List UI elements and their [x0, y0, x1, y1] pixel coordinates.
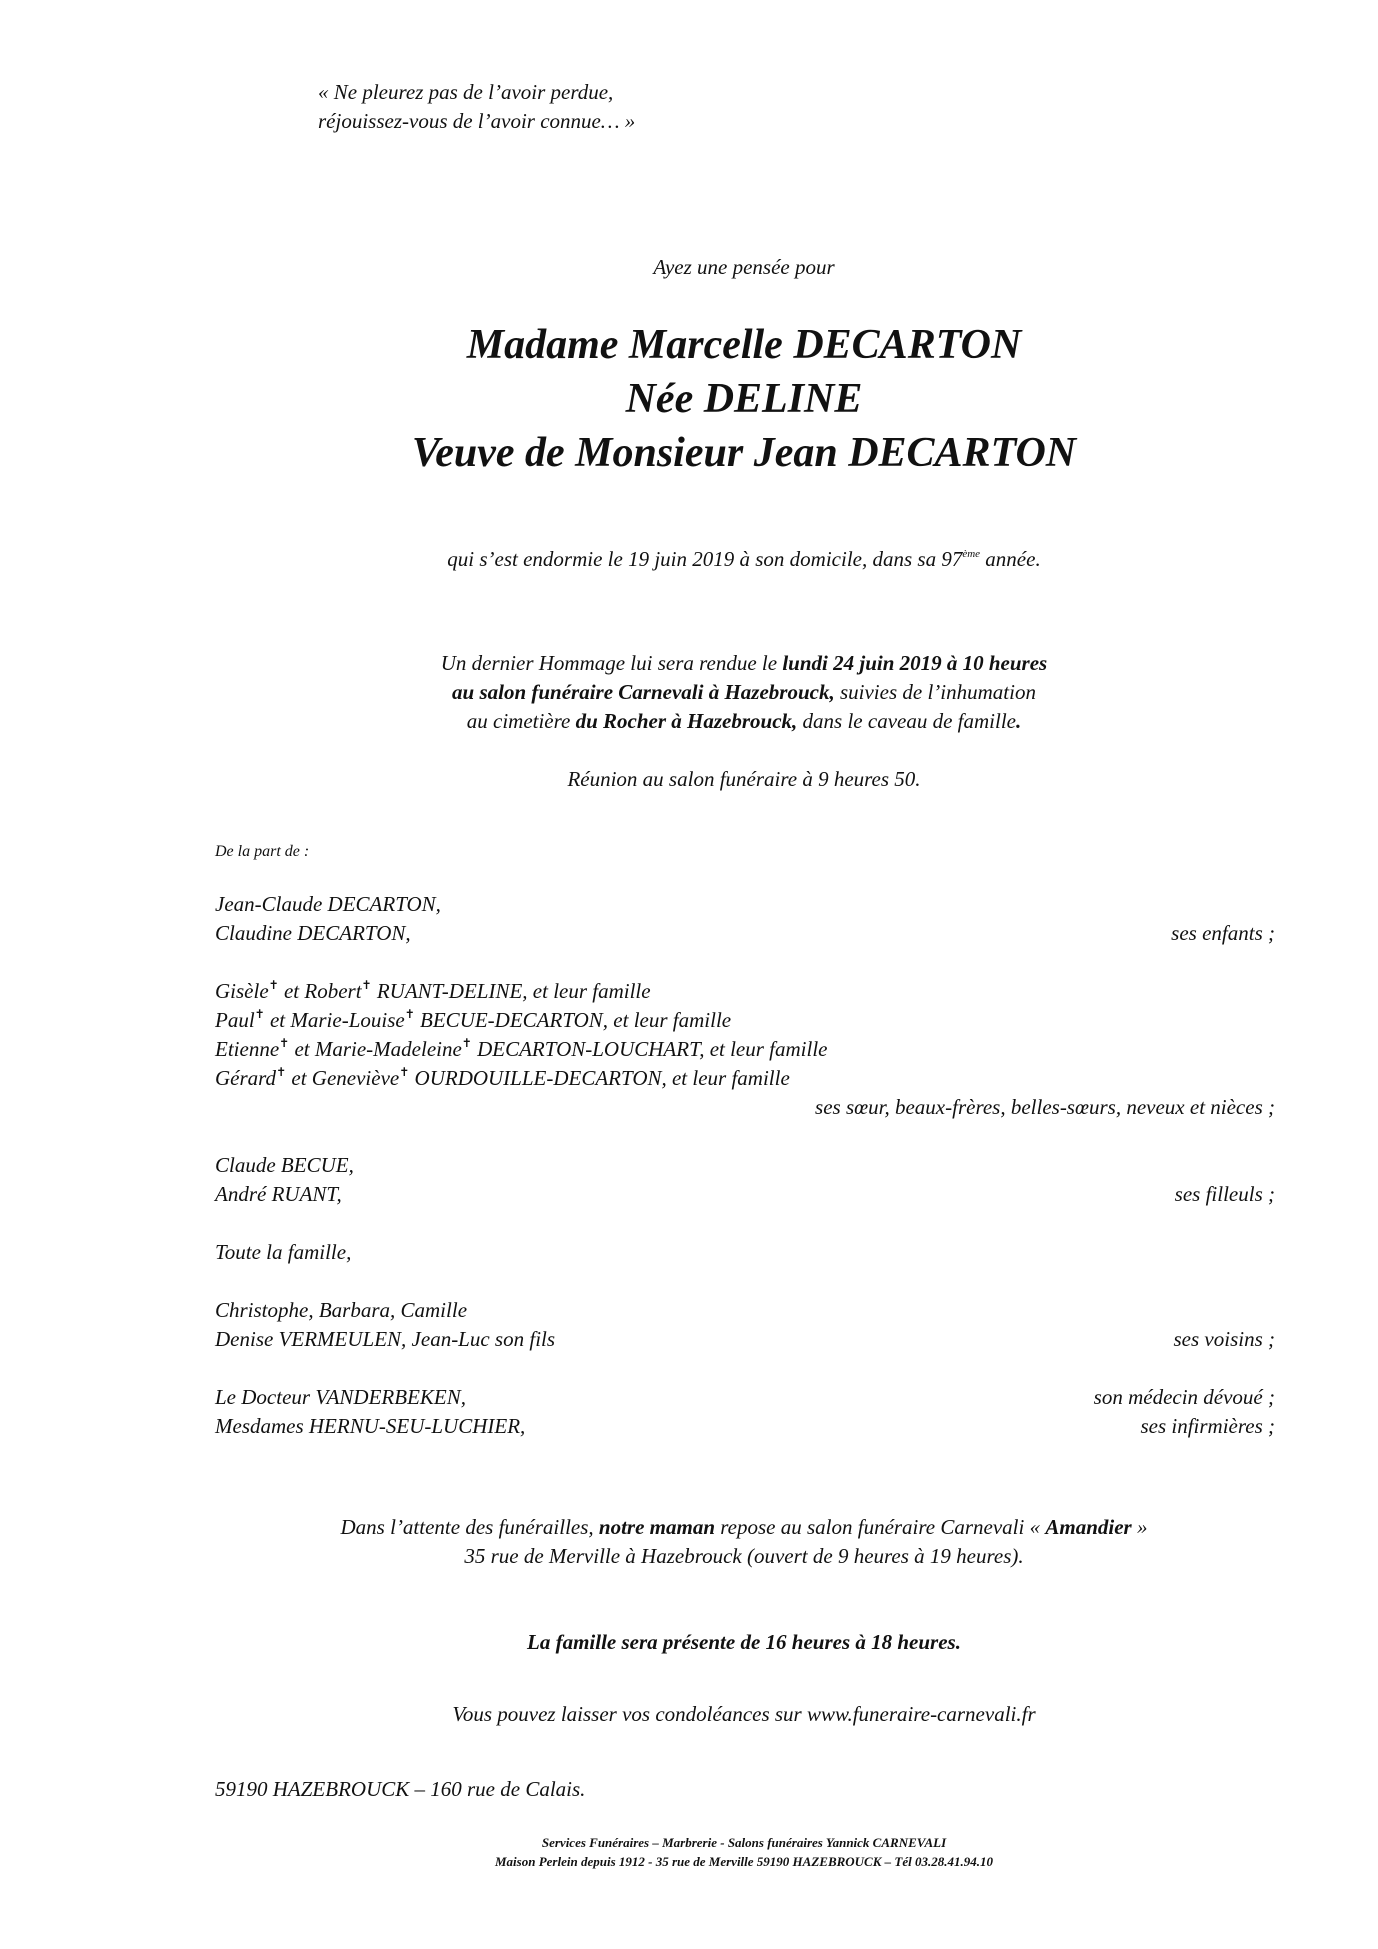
footer-line-1: Services Funéraires – Marbrerie - Salons funéraires Yannick CARNEVALI — [541, 1835, 947, 1850]
ceremony-line-1 — [180, 649, 1308, 678]
family-member: Claude BECUE, — [215, 1153, 354, 1177]
death-text-end: année. — [980, 547, 1041, 571]
deceased-maiden-name: Née DELINE — [625, 376, 863, 422]
deceased-cross-icon: ✝ — [404, 1007, 415, 1021]
nurses-name: Mesdames HERNU-SEU-LUCHIER, — [215, 1414, 526, 1438]
resting-line-1: Dans l’attente des funérailles, notre maman repose au salon funéraire Carnevali « Amandier » — [340, 1515, 1148, 1539]
deceased-cross-icon: ✝ — [361, 978, 372, 992]
ceremony-text: suivies de l’inhumation — [834, 680, 1036, 704]
ceremony-period: . — [1015, 709, 1022, 733]
deceased-widow-of: Veuve de Monsieur Jean DECARTON — [411, 430, 1077, 476]
family-member: Gérard✝ et Geneviève✝ OURDOUILLE-DECARTON, et leur famille — [215, 1065, 790, 1090]
address: 59190 HAZEBROUCK – 160 rue de Calais. — [215, 1777, 586, 1801]
godchildren-relation: ses filleuls ; — [1174, 1182, 1275, 1206]
from-label: De la part de : — [215, 843, 310, 860]
family-member: Paul✝ et Marie-Louise✝ BECUE-DECARTON, et leur famille — [215, 1007, 732, 1032]
family-member: Jean-Claude DECARTON, — [215, 892, 441, 916]
doctor-relation: son médecin dévoué ; — [1093, 1385, 1275, 1409]
meeting-time: Réunion au salon funéraire à 9 heures 50. — [567, 767, 921, 791]
family-member: André RUANT, — [215, 1182, 342, 1206]
neighbours-relation: ses voisins ; — [1173, 1327, 1275, 1351]
deceased-block — [180, 318, 1308, 480]
ceremony-line-3 — [180, 707, 1308, 736]
family-member: Gisèle✝ et Robert✝ RUANT-DELINE, et leur famille — [215, 978, 651, 1003]
quote-line-1: « Ne pleurez pas de l’avoir perdue, — [318, 80, 614, 104]
family-member: Denise VERMEULEN, Jean-Luc son fils — [215, 1327, 556, 1351]
ceremony-text: au cimetière — [466, 709, 576, 733]
ceremony-date: lundi 24 juin 2019 à 10 heures — [782, 651, 1048, 675]
all-family: Toute la famille, — [215, 1240, 352, 1264]
family-member: Claudine DECARTON, — [215, 921, 411, 945]
resting-line-2: 35 rue de Merville à Hazebrouck (ouvert de 9 heures à 19 heures). — [464, 1544, 1024, 1568]
notre-maman: notre maman — [598, 1515, 716, 1539]
siblings-relation: ses sœur, beaux-frères, belles-sœurs, neveux et nièces ; — [815, 1095, 1275, 1119]
intro-text: Ayez une pensée pour — [653, 255, 835, 279]
siblings-list — [215, 977, 828, 1093]
neighbours-names — [215, 1296, 555, 1354]
deceased-cross-icon: ✝ — [268, 978, 279, 992]
ceremony-text: Un dernier Hommage lui sera rendue le — [440, 651, 783, 675]
deceased-name: Madame Marcelle DECARTON — [466, 322, 1022, 368]
children-names — [215, 890, 441, 948]
footer-line-2: Maison Perlein depuis 1912 - 35 rue de Merville 59190 HAZEBROUCK – Tél 03.28.41.94.10 — [495, 1854, 993, 1869]
cemetery-name: du Rocher à Hazebrouck, — [575, 709, 798, 733]
footer — [180, 1833, 1308, 1871]
resting-place — [180, 1513, 1308, 1571]
nurses-relation: ses infirmières ; — [1140, 1414, 1275, 1438]
quote-line-2: réjouissez-vous de l’avoir connue… » — [318, 109, 636, 133]
ceremony-text: dans le caveau de famille — [797, 709, 1016, 733]
ceremony-venue: au salon funéraire Carnevali à Hazebrouck, — [452, 680, 835, 704]
deceased-cross-icon: ✝ — [399, 1065, 410, 1079]
deceased-cross-icon: ✝ — [254, 1007, 265, 1021]
doctor-name: Le Docteur VANDERBEKEN, — [215, 1385, 466, 1409]
deceased-cross-icon: ✝ — [276, 1065, 287, 1079]
ceremony-line-2 — [180, 678, 1308, 707]
family-member: Etienne✝ et Marie-Madeleine✝ DECARTON-LOUCHART, et leur famille — [215, 1036, 828, 1061]
death-notice — [180, 545, 1308, 574]
deceased-cross-icon: ✝ — [461, 1036, 472, 1050]
ceremony-details — [180, 649, 1308, 736]
condolences-text: Vous pouvez laisser vos condoléances sur www.funeraire-carnevali.fr — [452, 1702, 1036, 1726]
death-text: qui s’est endormie le 19 juin 2019 à son domicile, dans sa 97 — [447, 547, 963, 571]
godchildren-names — [215, 1151, 354, 1209]
family-presence: La famille sera présente de 16 heures à 18 heures. — [527, 1630, 961, 1654]
salon-room-name: Amandier — [1045, 1515, 1132, 1539]
deceased-cross-icon: ✝ — [279, 1036, 290, 1050]
children-relation: ses enfants ; — [1171, 921, 1275, 945]
ordinal-superscript: ème — [962, 548, 981, 560]
family-member: Christophe, Barbara, Camille — [215, 1298, 468, 1322]
epigraph-quote — [318, 78, 635, 136]
